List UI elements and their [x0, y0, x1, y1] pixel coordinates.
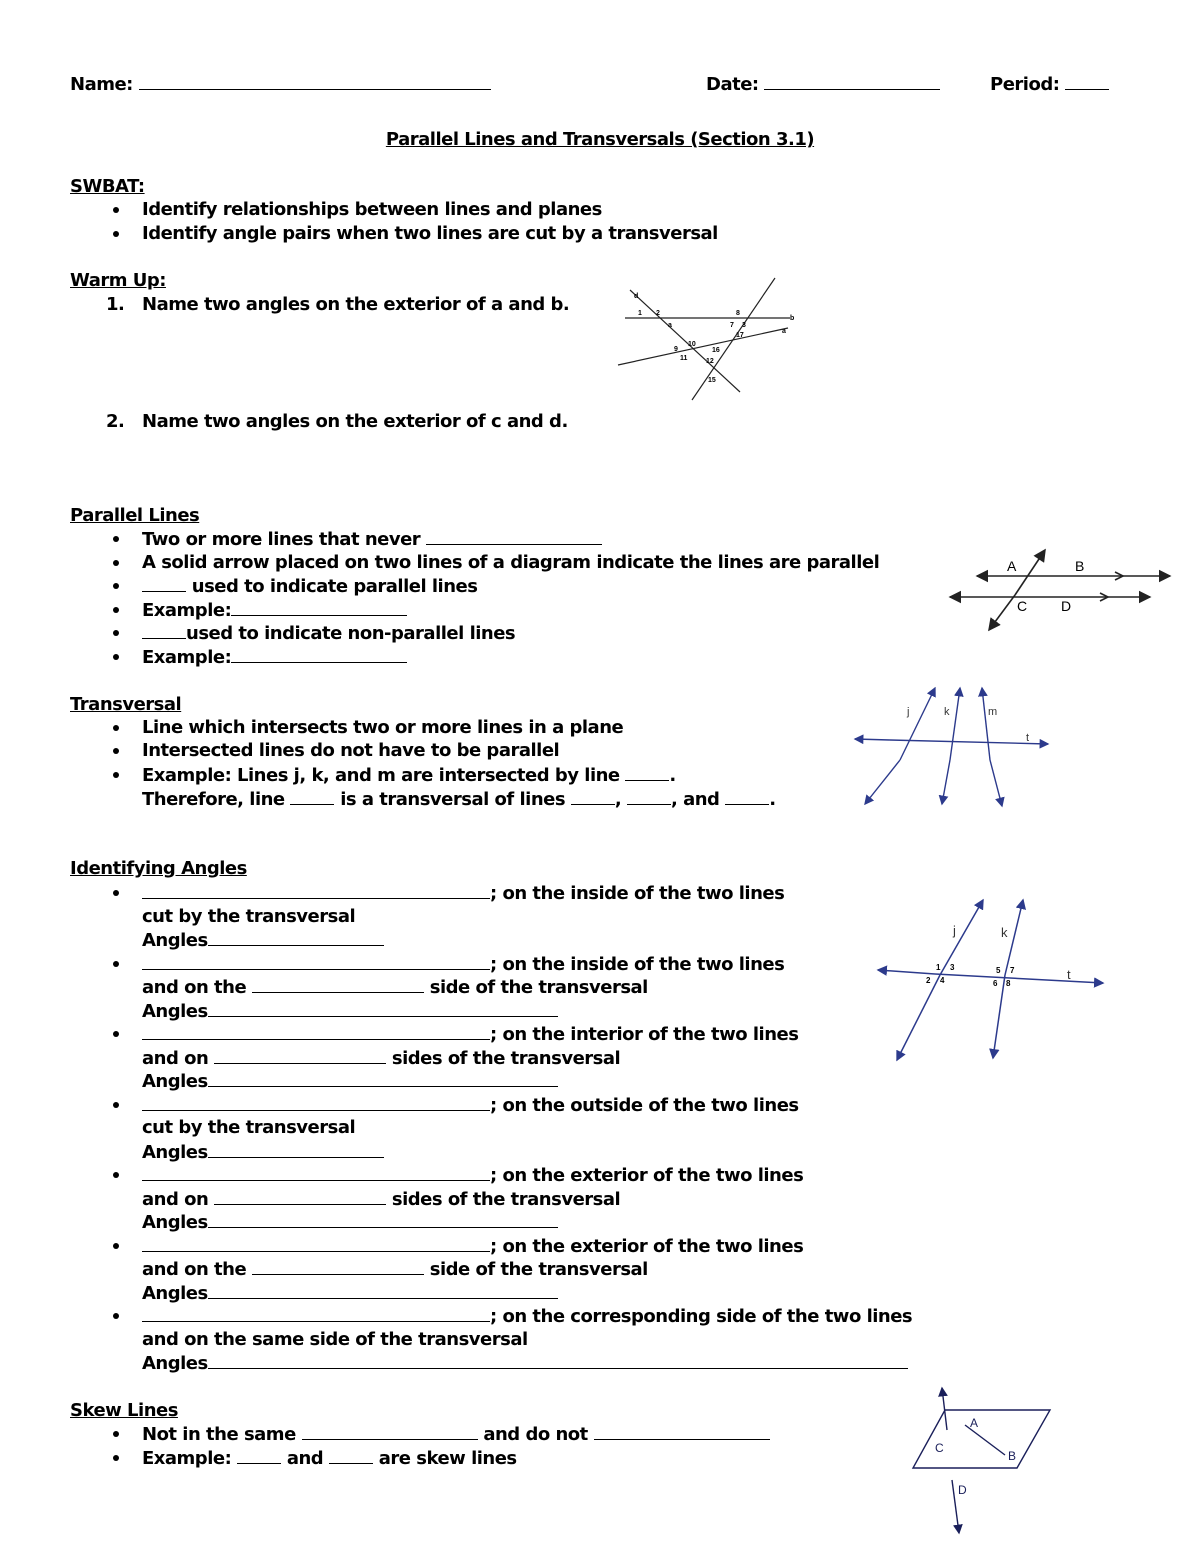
answer-blank[interactable]	[329, 1447, 373, 1464]
fig-label: 7	[1010, 966, 1015, 975]
name-blank[interactable]	[139, 73, 491, 90]
answer-blank[interactable]	[214, 1047, 386, 1064]
bullet	[113, 583, 119, 589]
swbat-item: Identify angle pairs when two lines are cut by a transversal	[142, 223, 718, 244]
period-label: Period:	[990, 74, 1060, 95]
fig-label: 9	[674, 346, 678, 353]
answer-blank[interactable]	[142, 953, 490, 970]
fig-label: 2	[926, 976, 931, 985]
skew-diagram	[905, 1385, 1060, 1535]
answer-blank[interactable]	[142, 882, 490, 899]
answer-blank[interactable]	[208, 1352, 908, 1369]
angle-item-angles-line	[142, 1000, 558, 1023]
fig-label: D	[1061, 598, 1072, 614]
page-title: Parallel Lines and Transversals (Section 3.1)	[385, 129, 815, 150]
bullet	[113, 1455, 119, 1461]
answer-blank[interactable]	[208, 1282, 558, 1299]
angles-label: Angles	[142, 1141, 208, 1163]
angle-item-description	[142, 1047, 620, 1070]
answer-blank[interactable]	[142, 1235, 490, 1252]
answer-blank[interactable]	[142, 1164, 490, 1181]
fig-label: 1	[638, 310, 642, 317]
bullet	[113, 1031, 119, 1037]
bullet	[113, 748, 119, 754]
angle-item-description-text: side of the transversal	[429, 977, 648, 998]
fig-label: a	[668, 322, 672, 329]
angle-item-description-text: sides of the transversal	[391, 1047, 621, 1069]
answer-blank[interactable]	[142, 622, 186, 639]
angle-item-description-text: side of the transversal	[429, 1259, 648, 1280]
swbat-heading: SWBAT:	[70, 176, 145, 197]
fig-label: 16	[712, 347, 720, 354]
answer-blank[interactable]	[208, 929, 384, 946]
angle-item-term-line	[142, 1094, 799, 1117]
warmup-heading: Warm Up:	[70, 270, 166, 291]
parallel-item-3: used to indicate parallel lines	[142, 575, 477, 598]
bullet	[113, 207, 119, 213]
answer-blank[interactable]	[231, 646, 407, 663]
fig-label: D	[958, 1483, 967, 1497]
angle-item-description-text: and on the	[142, 977, 247, 998]
parallel-item-1: Two or more lines that never	[142, 528, 602, 551]
fig-label: t	[1026, 732, 1030, 744]
angle-item-angles-line	[142, 1211, 558, 1234]
angle-item-angles-line	[142, 1352, 908, 1375]
fig-label: j	[907, 706, 910, 718]
angle-item-angles-line	[142, 929, 384, 952]
angle-item-angles-line	[142, 1141, 384, 1164]
fig-label: 1	[936, 963, 941, 972]
name-field[interactable]	[70, 73, 491, 96]
fig-label: 8	[736, 310, 740, 317]
bullet	[113, 1313, 119, 1319]
swbat-item: Identify relationships between lines and planes	[142, 199, 602, 220]
fig-label: a	[782, 328, 786, 335]
fig-label: 3	[742, 322, 746, 329]
date-field[interactable]	[706, 73, 940, 96]
date-label: Date:	[706, 74, 759, 95]
angle-item-description	[142, 1258, 648, 1281]
angle-item-description-text: and on	[142, 1188, 209, 1210]
bullet	[113, 1172, 119, 1178]
angle-item-definition: ; on the corresponding side of the two lines	[490, 1306, 913, 1327]
fig-label: 8	[1006, 979, 1011, 988]
transversal-item-3: Example: Lines j, k, and m are intersected by line .	[142, 765, 676, 786]
bullet	[113, 536, 119, 542]
angle-item-description	[142, 906, 355, 928]
angle-item-term-line	[142, 1164, 803, 1187]
fig-label: 7	[730, 322, 734, 329]
skew-item-2: Example: and are skew lines	[142, 1448, 517, 1469]
period-blank[interactable]	[1065, 73, 1109, 90]
angle-item-description-text: and on the same side of the transversal	[142, 1328, 528, 1350]
warmup-q2-number: 2.	[106, 411, 125, 432]
angle-item-definition: ; on the exterior of the two lines	[490, 1165, 804, 1186]
parallel-diagram	[945, 540, 1180, 635]
fig-label: 3	[950, 963, 955, 972]
angles-label: Angles	[142, 930, 208, 951]
bullet	[113, 961, 119, 967]
fig-label: 5	[996, 966, 1001, 975]
angles-diagram	[875, 895, 1110, 1065]
answer-blank[interactable]	[231, 599, 407, 616]
answer-blank[interactable]	[252, 1258, 424, 1275]
answer-blank[interactable]	[142, 1305, 490, 1322]
answer-blank[interactable]	[208, 1141, 384, 1158]
bullet	[113, 725, 119, 731]
angle-item-description	[142, 1117, 355, 1139]
angle-item-description	[142, 1329, 528, 1351]
angles-label: Angles	[142, 1212, 208, 1233]
answer-blank[interactable]	[208, 1211, 558, 1228]
bullet	[113, 654, 119, 660]
warmup-q2: Name two angles on the exterior of c and d.	[142, 411, 568, 432]
angle-item-definition: ; on the inside of the two lines	[490, 953, 785, 975]
fig-label: 17	[736, 332, 744, 339]
skew-heading: Skew Lines	[70, 1400, 178, 1421]
angles-label: Angles	[142, 1353, 208, 1374]
angle-item-description	[142, 1188, 620, 1211]
angle-item-definition: ; on the outside of the two lines	[490, 1094, 799, 1116]
angle-item-definition: ; on the inside of the two lines	[490, 883, 785, 904]
angle-item-description	[142, 976, 648, 999]
answer-blank[interactable]	[426, 528, 602, 545]
angles-label: Angles	[142, 1282, 208, 1304]
fig-label: B	[1075, 558, 1085, 574]
answer-blank[interactable]	[142, 575, 186, 592]
fig-label: d	[634, 293, 639, 300]
angle-item-description-text: sides of the transversal	[391, 1188, 621, 1210]
fig-label: C	[935, 1441, 944, 1455]
bullet	[113, 231, 119, 237]
fig-label: k	[1001, 925, 1008, 940]
fig-label: m	[988, 706, 998, 718]
answer-blank[interactable]	[627, 788, 671, 805]
angles-heading: Identifying Angles	[70, 858, 247, 879]
bullet	[113, 630, 119, 636]
warmup-q1: Name two angles on the exterior of a and b.	[142, 294, 570, 315]
bullet	[113, 890, 119, 896]
fig-label: b	[790, 315, 795, 322]
angle-item-term-line	[142, 1023, 798, 1046]
fig-label: t	[1067, 967, 1071, 982]
answer-blank[interactable]	[594, 1423, 770, 1440]
fig-label: 6	[993, 979, 998, 988]
angle-item-definition: ; on the interior of the two lines	[490, 1024, 799, 1045]
name-label: Name:	[70, 74, 133, 95]
warmup-diagram	[610, 270, 800, 410]
fig-label: C	[1017, 598, 1028, 614]
period-field[interactable]	[990, 73, 1109, 96]
answer-blank[interactable]	[302, 1423, 478, 1440]
warmup-q1-number: 1.	[106, 294, 125, 315]
fig-label: B	[1008, 1449, 1017, 1463]
fig-label: 11	[680, 355, 688, 362]
transversal-heading: Transversal	[70, 694, 182, 715]
parallel-item-6: Example:	[142, 646, 407, 669]
angle-item-description-text: cut by the transversal	[142, 905, 356, 927]
answer-blank[interactable]	[214, 1188, 386, 1205]
angle-item-description-text: and on	[142, 1047, 209, 1069]
angle-item-description-text: and on the	[142, 1259, 247, 1280]
fig-label: A	[1007, 558, 1017, 574]
angle-item-term-line	[142, 953, 784, 976]
angle-item-angles-line	[142, 1282, 558, 1305]
fig-label: 2	[656, 310, 660, 317]
answer-blank[interactable]	[252, 976, 424, 993]
fig-label: 10	[688, 341, 696, 348]
fig-label: 4	[940, 976, 945, 985]
date-blank[interactable]	[764, 73, 940, 90]
answer-blank[interactable]	[142, 1094, 490, 1111]
parallel-heading: Parallel Lines	[70, 505, 200, 526]
answer-blank[interactable]	[208, 1000, 558, 1017]
transversal-item-1: Line which intersects two or more lines in a plane	[142, 717, 624, 738]
fig-label: k	[944, 706, 950, 718]
angle-item-definition: ; on the exterior of the two lines	[490, 1235, 804, 1257]
angle-item-term-line	[142, 1235, 803, 1258]
bullet	[113, 1102, 119, 1108]
angle-item-term-line	[142, 1305, 912, 1328]
bullet	[113, 1431, 119, 1437]
answer-blank[interactable]	[290, 788, 334, 805]
answer-blank[interactable]	[142, 1023, 490, 1040]
skew-item-1: Not in the same and do not	[142, 1423, 770, 1446]
angle-item-term-line	[142, 882, 784, 905]
transversal-diagram	[850, 680, 1055, 810]
answer-blank[interactable]	[625, 764, 669, 781]
bullet	[113, 560, 119, 566]
answer-blank[interactable]	[208, 1070, 558, 1087]
bullet	[113, 1243, 119, 1249]
parallel-item-5: used to indicate non-parallel lines	[142, 622, 515, 645]
angle-item-angles-line	[142, 1070, 558, 1093]
angles-label: Angles	[142, 1000, 208, 1022]
transversal-item-2: Intersected lines do not have to be parallel	[142, 740, 560, 761]
angles-label: Angles	[142, 1071, 208, 1092]
fig-label: 12	[706, 358, 714, 365]
parallel-item-2: A solid arrow placed on two lines of a diagram indicate the lines are parallel	[142, 552, 880, 573]
angle-item-description-text: cut by the transversal	[142, 1117, 356, 1138]
fig-label: 15	[708, 377, 716, 384]
bullet	[113, 772, 119, 778]
transversal-item-4: Therefore, line is a transversal of lines , , and .	[142, 789, 776, 810]
fig-label: j	[953, 923, 956, 938]
answer-blank[interactable]	[725, 788, 769, 805]
answer-blank[interactable]	[237, 1447, 281, 1464]
fig-label: A	[970, 1416, 979, 1430]
bullet	[113, 607, 119, 613]
parallel-item-4: Example:	[142, 599, 407, 622]
answer-blank[interactable]	[571, 788, 615, 805]
